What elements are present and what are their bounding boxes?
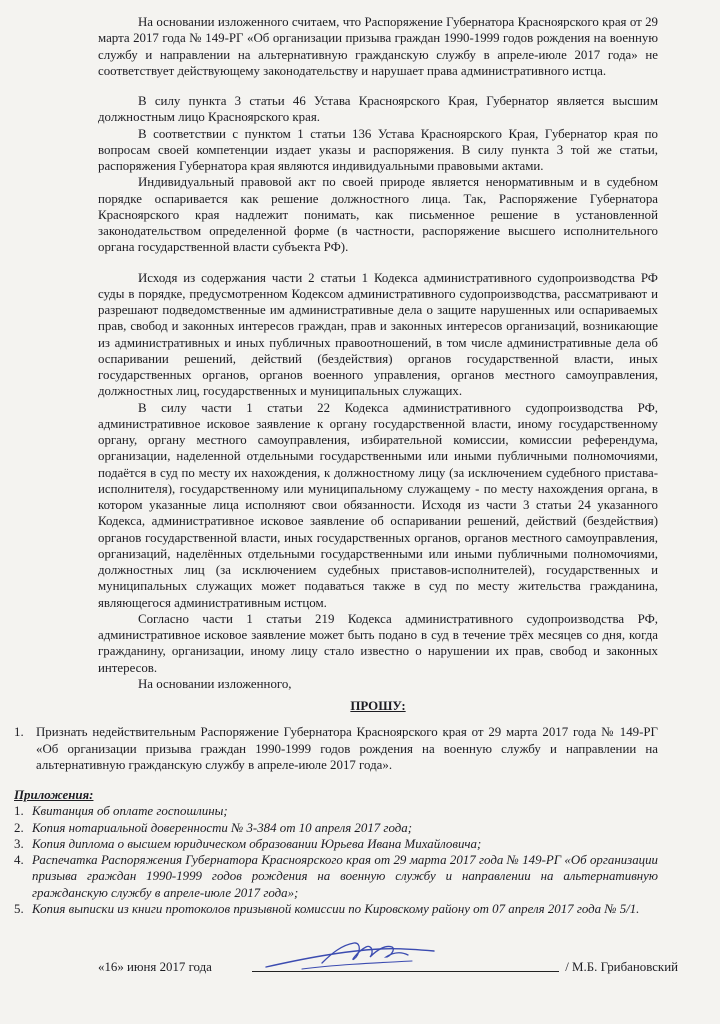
attachment-text: Квитанция об оплате госпошлины; [32,804,228,819]
paragraph-individual-act: Индивидуальный правовой акт по своей природе является ненормативным и в судебном порядке оспаривается как решение должностного лица. Так, Распоряжение Губернатора Красноярского края надлежит понимать, как письменное решение в установленной законодательством определенной форме (в частности, распоряжение высшего исполнительного органа государственной власти субъекта РФ). [98,175,658,255]
request-heading: ПРОШУ: [350,699,406,713]
paragraph-charter-136: В соответствии с пунктом 1 статьи 136 Устава Красноярского Края, Губернатор края по вопросам своей компетенции издает указы и распоряжения. В силу пункта 3 той же статьи, распоряжения Губернатора края являются индивидуальными правовыми актами. [98,126,658,173]
handwritten-signature [262,933,442,977]
attachment-item [14,820,658,836]
attachment-item [14,836,658,852]
attachment-text: Копия нотариальной доверенности № 3-384 от 10 апреля 2017 года; [32,820,412,835]
paragraph-kas-article-1: Исходя из содержания части 2 статьи 1 Кодекса административного судопроизводства РФ суды в порядке, предусмотренном Кодексом административного судопроизводства, рассматривают и разрешают подведомственные им административные дела о защите нарушенных или оспариваемых прав, свобод и законных интересов граждан, прав и законных интересов организаций, возникающие из административных и иных публичных правоотношений, в том числе административные дела об оспаривании решений, действий (бездействия) органов государственной власти, иных государственных органов, органов военного управления, органов местного самоуправления, должностных лиц, государственных и муниципальных служащих. [98,270,658,399]
attachment-item [14,901,658,917]
attachment-number: 3. [14,836,24,851]
signer-name: / М.Б. Грибановский [565,959,678,974]
request-number: 1. [14,725,24,740]
paragraph-kas-article-22: В силу части 1 статьи 22 Кодекса административного судопроизводства РФ, административное исковое заявление к органу государственной власти, иному государственному органу, органу местного самоуправления, избирательной комиссии, комиссии референдума, организации, наделенной отдельными государственными или иными публичными полномочиями, подаётся в суд по месту их нахождения, к должностному лицу (за исключением судебного пристава-исполнителя), государственному или муниципальному служащему - по месту нахождения органа, в котором указанные лица исполняют свои обязанности. Исходя из части 3 статьи 24 указанного Кодекса, административное исковое заявление об оспаривании решений, действий (бездействия) органов государственной власти, иных государственных органов, органов местного самоуправления, организаций, наделённых отдельными государственными или иными публичными полномочиями, должностных лиц (за исключением судебных приставов-исполнителей), государственных и муниципальных служащих может подаваться также в суд по месту жительства гражданина, являющегося административным истцом. [98,400,658,610]
attachment-number: 5. [14,901,24,916]
paragraph-basis: На основании изложенного, [138,676,292,691]
attachment-text: Копия выписки из книги протоколов призывной комиссии по Кировскому району от 07 апреля 2017 года № 5/1. [32,901,640,916]
attachment-item [14,803,658,819]
request-list [14,724,658,773]
attachment-number: 2. [14,820,24,835]
attachment-text: Копия диплома о высшем юридическом образовании Юрьева Ивана Михайловича; [32,836,482,851]
paragraph-charter-46: В силу пункта 3 статьи 46 Устава Красноярского Края, Губернатор является высшим должностным лицо Красноярского края. [98,94,658,125]
paragraph-kas-article-219: Согласно части 1 статьи 219 Кодекса административного судопроизводства РФ, административное исковое заявление может быть подано в суд в течение трёх месяцев со дня, когда гражданину, организации, иному лицу стало известно о нарушении их прав, свобод и законных интересов. [98,611,658,675]
attachment-text: Распечатка Распоряжения Губернатора Красноярского края от 29 марта 2017 года № 149-РГ «Об организации призыва граждан 1990-1999 годов рождения на военную службу и направлении на альтернативную гражданскую службу в апреле-июле 2017 года»; [32,853,658,900]
signature-field [252,935,559,975]
request-item [14,724,658,773]
paragraph-conclusion: На основании изложенного считаем, что Распоряжение Губернатора Красноярского края от 29 марта 2017 года № 149-РГ «Об организации призыва граждан 1990-1999 годов рождения на военную службу и направлении на альтернативную гражданскую службу в апреле-июле 2017 года» не соответствует действующему законодательству и нарушает права административного истца. [98,15,658,78]
document-date: «16» июня 2017 года [98,959,212,974]
attachments-list [14,803,658,917]
attachment-number: 1. [14,804,24,819]
request-text: Признать недействительным Распоряжение Губернатора Красноярского края от 29 марта 2017 года № 149-РГ «Об организации призыва граждан 1990-1999 годов рождения на военную службу и направлении на альтернативную гражданскую службу в апреле-июле 2017 года». [36,725,658,772]
attachment-item [14,852,658,901]
attachments-title: Приложения: [14,788,94,802]
signature-row [98,935,678,975]
attachment-number: 4. [14,853,24,867]
